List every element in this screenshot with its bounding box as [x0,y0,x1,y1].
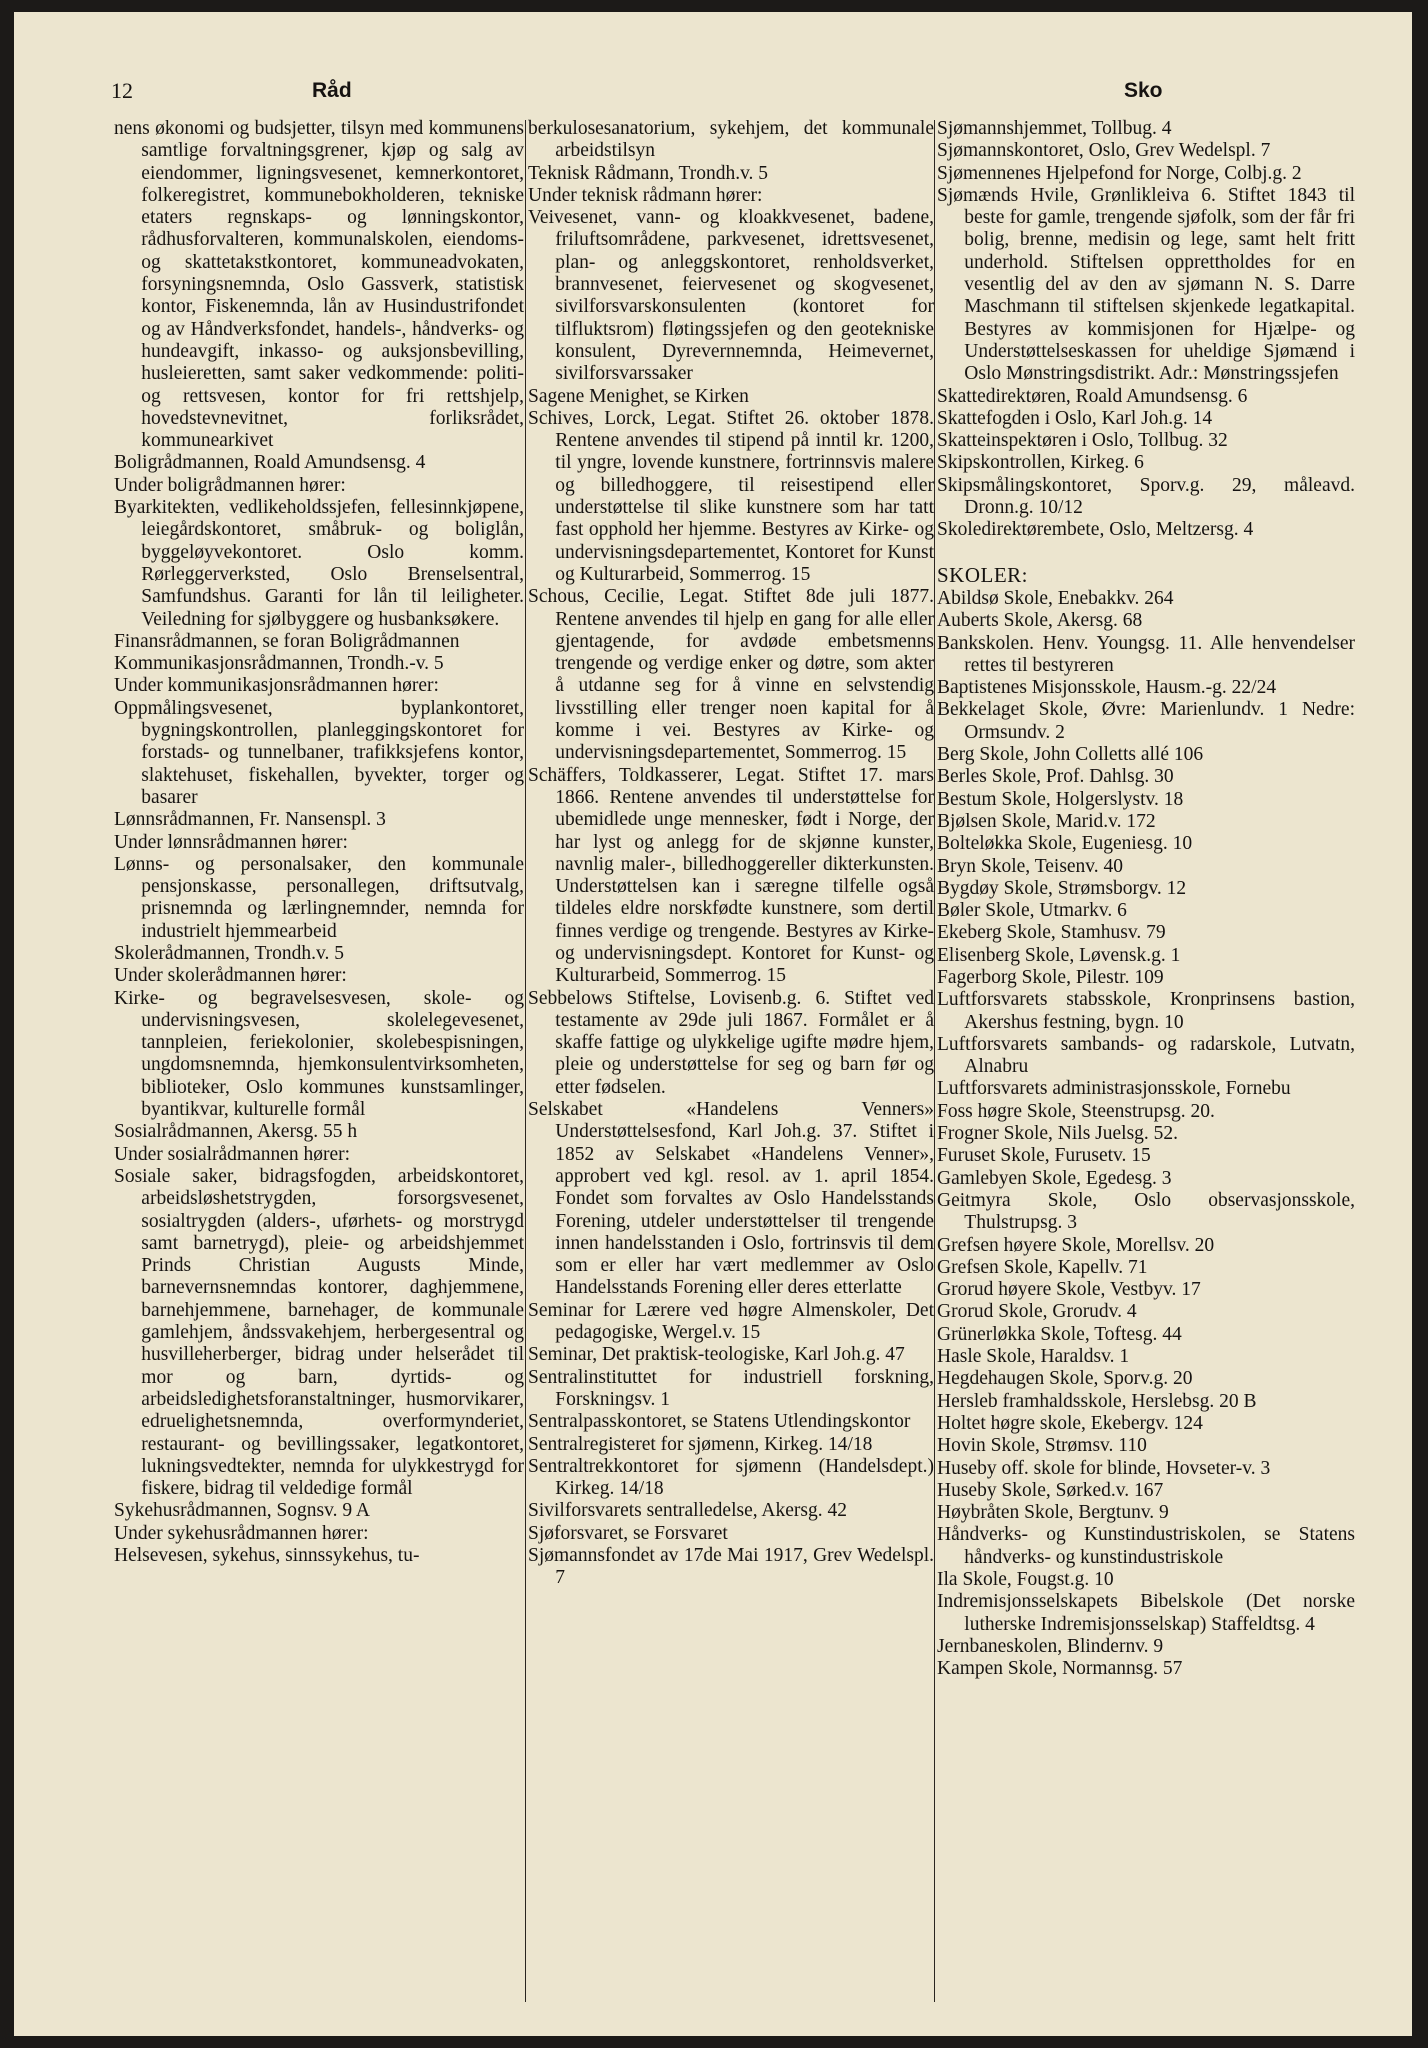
directory-entry: Luftforsvarets stabsskole, Kronprinsens bastion, Akershus festning, bygn. 10 [937,989,1355,1033]
directory-entry: Luftforsvarets sambands- og radarskole, Lutvatn, Alnabru [937,1033,1355,1078]
directory-entry: Sjømennenes Hjelpefond for Norge, Colbj.g. 2 [937,162,1302,184]
directory-entry: Ekeberg Skole, Stamhusv. 79 [937,922,1166,944]
directory-entry: Sosiale saker, bidragsfogden, arbeidskontoret, arbeidsløshetstrygden, forsorgsvesenet, sosialtrygden (alders-, uførhets- og morstrygd samt barnetrygd), pleie- og arbeidshjemmet Prinds Christian Augusts Minde, barnevernsnemndas kontorer, daghjemmene, barnehjemmene, barnehager, de kommunale gamlehjem, åndssvakehjem, herbergesentral og husvilleherberger, bidrag under helserådet til mor og barn, dyrtids- og arbeidsledighetsforanstaltninger, husmorvikarer, edruelighetsnemnda, overformynderiet, restaurant- og bevillingssaker, legatkontoret, lukningsvedtekter, nemnda for ulykkestrygd for fiskere, bidrag til veldedige formål [114,1165,524,1500]
directory-entry: Schäffers, Toldkasserer, Legat. Stiftet 17. mars 1866. Rentene anvendes til understøttelse for ubemidlede unge mennesker, født i Norge, der har lyst og anlegg for de skjønne kunster, navnlig maler-, billedhoggereller dikterkunsten. Understøttelsen kan i særegne tilfelle også tildeles eldre norskfødte kunstnere, som dertil finnes verdige og trengende. Bestyres av Kirke- og undervisningsdept. Kontoret for Kunst- og Kulturarbeid, Sommerrog. 15 [528,764,934,987]
directory-entry: Furuset Skole, Furusetv. 15 [937,1145,1151,1167]
directory-entry: Sjøforsvaret, se Forsvaret [528,1522,728,1544]
directory-entry: Under sykehusrådmannen hører: [114,1522,369,1544]
directory-entry: Sagene Menighet, se Kirken [528,385,749,407]
directory-entry: Hegdehaugen Skole, Sporv.g. 20 [937,1368,1193,1390]
directory-entry: Elisenberg Skole, Løvensk.g. 1 [937,944,1181,966]
directory-entry: Under kommunikasjonsrådmannen hører: [114,675,439,697]
directory-entry: Sentralregisteret for sjømenn, Kirkeg. 14/18 [528,1433,873,1455]
directory-entry: Schous, Cecilie, Legat. Stiftet 8de juli 1877. Rentene anvendes til hjelp en gang for alle eller gjentagende, for avdøde embetsmenns trengende og verdige enker og døtre, som akter å utdanne seg for å vinne en selvstendig livsstilling eller trenger noen kapital for å komme i vei. Bestyres av Kirke- og undervisningsdepartementet, Sommerrog. 15 [528,586,934,764]
directory-entry: Finansrådmannen, se foran Boligrådmannen [114,630,460,652]
directory-entry: Håndverks- og Kunstindustriskolen, se Statens håndverks- og kunstindustriskole [937,1524,1355,1568]
directory-entry: Under boligrådmannen hører: [114,474,346,496]
directory-entry: Geitmyra Skole, Oslo observasjonsskole, Thulstrupsg. 3 [937,1189,1355,1234]
directory-entry: Bøler Skole, Utmarkv. 6 [937,900,1127,922]
directory-entry: Gamlebyen Skole, Egedesg. 3 [937,1167,1172,1189]
directory-entry: Under teknisk rådmann hører: [528,184,763,206]
directory-entry: Lønnsrådmannen, Fr. Nansenspl. 3 [114,809,386,831]
directory-entry: Jernbaneskolen, Blindernv. 9 [937,1635,1164,1657]
directory-entry: Sjømannskontoret, Oslo, Grev Wedelspl. 7 [937,140,1271,162]
directory-entry: Kirke- og begravelsesvesen, skole- og undervisningsvesen, skolelegevesenet, tannpleien, feriekolonier, skolebespisningen, ungdomsnemnda, hjemkonsulentvirksomheten, biblioteker, Oslo kommunes kunstsamlinger, byantikvar, kulturelle formål [114,987,524,1121]
directory-entry: Huseby Skole, Sørked.v. 167 [937,1479,1164,1501]
directory-entry: Sentraltrekkontoret for sjømenn (Handelsdept.) Kirkeg. 14/18 [528,1455,934,1500]
directory-entry: Berg Skole, John Colletts allé 106 [937,744,1204,766]
section-heading: SKOLER: [937,562,1029,587]
directory-entry: Grorud Skole, Grorudv. 4 [937,1301,1137,1323]
running-head-right: Sko [1124,79,1163,102]
directory-entry: Under sosialrådmannen hører: [114,1143,351,1165]
directory-entry: Sentralinstituttet for industriell forskning, Forskningsv. 1 [528,1366,934,1410]
directory-entry: berkulosesanatorium, sykehjem, det kommunale arbeidstilsyn [528,118,934,162]
directory-entry: Sosialrådmannen, Akersg. 55 h [114,1121,358,1143]
directory-entry: Hasle Skole, Haraldsv. 1 [937,1346,1130,1368]
directory-entry: Boligrådmannen, Roald Amundsensg. 4 [114,452,426,474]
directory-entry: Selskabet «Handelens Venners» Understøttelsesfond, Karl Joh.g. 37. Stiftet i 1852 av Selskabet «Handelens Venner», approbert ved kgl. resol. av 1. april 1854. Fondet som forvaltes av Oslo Handelsstands Forening, utdeler understøttelser til trengende innen handelsstanden i Oslo, fortrinsvis til dem som er eller har vært medlemmer av Oslo Handelsstands Forening eller deres etterlatte [528,1099,934,1299]
directory-entry: Teknisk Rådmann, Trondh.v. 5 [528,162,769,184]
directory-entry: Sebbelows Stiftelse, Lovisenb.g. 6. Stiftet ved testamente av 29de juli 1867. Formålet er å skaffe fattige og ulykkelige ugifte mødre hjem, pleie og understøttelse for seg og barn før og etter fødselen. [528,987,934,1098]
directory-entry: Skattedirektøren, Roald Amundsensg. 6 [937,385,1248,407]
directory-entry: Schives, Lorck, Legat. Stiftet 26. oktober 1878. Rentene anvendes til stipend på inntil kr. 1200, til yngre, lovende kunstnere, fortrinnsvis malere og billedhoggere, til reisestipend eller understøttelse til slike kunstnere som har tatt fast opphold her hjemme. Bestyres av Kirke- og undervisningsdepartementet, Kontoret for Kunst og Kulturarbeid, Sommerrog. 15 [528,407,934,585]
directory-entry: Lønns- og personalsaker, den kommunale pensjonskasse, personallegen, driftsutvalg, prisnemnda og lærlingnemnder, nemnda for industrielt hjemmearbeid [114,853,524,942]
directory-entry: Skattefogden i Oslo, Karl Joh.g. 14 [937,407,1213,429]
directory-entry: Kampen Skole, Normannsg. 57 [937,1658,1183,1680]
directory-entry: Skolerådmannen, Trondh.v. 5 [114,942,345,964]
document-page [14,12,1412,2036]
directory-entry: Hovin Skole, Strømsv. 110 [937,1435,1147,1457]
directory-entry: Sjømannshjemmet, Tollbug. 4 [937,118,1172,139]
directory-entry: Frogner Skole, Nils Juelsg. 52. [937,1123,1179,1145]
directory-entry: Under lønnsrådmannen hører: [114,831,348,853]
directory-entry: Bekkelaget Skole, Øvre: Marienlundv. 1 Nedre: Ormsundv. 2 [937,699,1355,743]
directory-entry: Bankskolen. Henv. Youngsg. 11. Alle henvendelser rettes til bestyreren [937,632,1355,676]
directory-entry: Grefsen høyere Skole, Morellsv. 20 [937,1234,1215,1256]
directory-entry: Holtet høgre skole, Ekebergv. 124 [937,1412,1203,1434]
directory-entry: Kommunikasjonsrådmannen, Trondh.-v. 5 [114,653,444,675]
directory-entry: Bygdøy Skole, Strømsborgv. 12 [937,877,1187,899]
running-head-left: Råd [312,79,352,102]
directory-entry: Under skolerådmannen hører: [114,965,347,987]
directory-entry: Bestum Skole, Holgerslystv. 18 [937,788,1184,810]
directory-entry: Indremisjonsselskapets Bibelskole (Det norske lutherske Indremisjonsselskap) Staffeldtsg. 4 [937,1591,1355,1635]
directory-entry: Sjømannsfondet av 17de Mai 1917, Grev Wedelspl. 7 [528,1545,934,1589]
directory-entry: Skoledirektørembete, Oslo, Meltzersg. 4 [937,519,1254,541]
page-number: 12 [111,78,133,103]
column-divider [525,120,526,2002]
directory-entry: Grünerløkka Skole, Toftesg. 44 [937,1323,1182,1345]
directory-entry: Grorud høyere Skole, Vestbyv. 17 [937,1279,1201,1301]
directory-entry: Oppmålingsvesenet, byplankontoret, bygningskontrollen, planleggingskontoret for forstads- og tunnelbaner, trafikksjefens kontor, slaktehuset, fiskehallen, byvekter, torger og basarer [114,697,524,808]
directory-entry: Byarkitekten, vedlikeholdssjefen, fellesinnkjøpene, leiegårdskontoret, småbruk- og boliglån, byggeløyvekontoret. Oslo komm. Rørleggerverksted, Oslo Brenselsentral, Samfundshus. Garanti for lån til leiligheter. Veiledning for sjølbyggere og husbanksøkere. [114,497,524,630]
directory-entry: Skipsmålingskontoret, Sporv.g. 29, måleavd. Dronn.g. 10/12 [937,474,1355,519]
directory-entry: Auberts Skole, Akersg. 68 [937,610,1143,632]
directory-entry: Sjømænds Hvile, Grønlikleiva 6. Stiftet 1843 til beste for gamle, trengende sjøfolk, som der får fri bolig, brenne, medisin og lege, samt helt fritt underhold. Stiftelsen opprettholdes for en vesentlig del av den av sjømann N. S. Darre Maschmann til stiftelsen skjenkede legatkapital. Bestyres av kommisjonen for Hjælpe- og Understøttelseskassen for uheldige Sjømænd i Oslo Mønstringsdistrikt. Adr.: Mønstringssjefen [937,184,1355,385]
directory-entry: Sivilforsvarets sentralledelse, Akersg. 42 [528,1500,847,1522]
directory-entry: Skipskontrollen, Kirkeg. 6 [937,452,1144,474]
directory-entry: Fagerborg Skole, Pilestr. 109 [937,966,1164,988]
directory-entry: Skatteinspektøren i Oslo, Tollbug. 32 [937,430,1228,452]
directory-entry: Ila Skole, Fougst.g. 10 [937,1569,1114,1590]
directory-entry: Sentralpasskontoret, se Statens Utlendingskontor [528,1411,911,1433]
column-divider [934,120,935,2002]
directory-entry: nens økonomi og budsjetter, tilsyn med kommunens samtlige forvaltningsgrener, kjøp og salg av eiendommer, ligningsvesenet, kemnerkontoret, folkeregistret, kommunebokholderen, tekniske etaters regnskaps- og lønningskontor, rådhusforvalteren, kommunalskolen, eiendoms- og skattetakstkontoret, kommuneadvokaten, forsyningsnemnda, Oslo Gassverk, statistisk kontor, Fiskenemnda, lån av Husindustrifondet og av Håndverksfondet, handels-, håndverks- og hundeavgift, inkasso- og auksjonsbevilling, husleieretten, samt saker vedkommende: politi- og rettsvesen, kontor for fri rettshjelp, hovedstevnevitnet, forliksrådet, kommunearkivet [114,118,524,452]
text-column-3 [937,118,1355,2006]
directory-entry: Luftforsvarets administrasjonsskole, Fornebu [937,1078,1291,1100]
directory-entry: Helsevesen, sykehus, sinnssykehus, tu- [114,1545,420,1566]
directory-entry: Berles Skole, Prof. Dahlsg. 30 [937,766,1174,788]
directory-entry: Abildsø Skole, Enebakkv. 264 [937,587,1174,609]
directory-entry: Bolteløkka Skole, Eugeniesg. 10 [937,833,1193,855]
directory-entry: Huseby off. skole for blinde, Hovseter-v. 3 [937,1457,1271,1479]
directory-entry: Bryn Skole, Teisenv. 40 [937,855,1124,877]
directory-entry: Baptistenes Misjonsskole, Hausm.-g. 22/24 [937,677,1277,699]
text-column-2 [528,118,934,2006]
directory-entry: Veivesenet, vann- og kloakkvesenet, badene, friluftsområdene, parkvesenet, idrettsvesenet, plan- og anleggskontoret, renholdsverket, brannvesenet, feiervesenet og skogvesenet, sivilforsvarskonsulenten (kontoret for tilfluktsrom) fløtingssjefen og den geotekniske konsulent, Dyrevernnemnda, Heimevernet, sivilforsvarssaker [528,207,934,385]
directory-entry: Grefsen Skole, Kapellv. 71 [937,1256,1148,1278]
directory-entry: Foss høgre Skole, Steenstrupsg. 20. [937,1100,1215,1122]
directory-entry: Bjølsen Skole, Marid.v. 172 [937,810,1156,832]
directory-entry: Høybråten Skole, Bergtunv. 9 [937,1502,1169,1524]
directory-entry: Sykehusrådmannen, Sognsv. 9 A [114,1500,371,1522]
text-column-1 [114,118,524,2006]
directory-entry: Hersleb framhaldsskole, Herslebsg. 20 B [937,1390,1257,1412]
directory-entry: Seminar for Lærere ved høgre Almenskoler, Det pedagogiske, Wergel.v. 15 [528,1299,934,1344]
directory-entry: Seminar, Det praktisk-teologiske, Karl Joh.g. 47 [528,1344,905,1366]
